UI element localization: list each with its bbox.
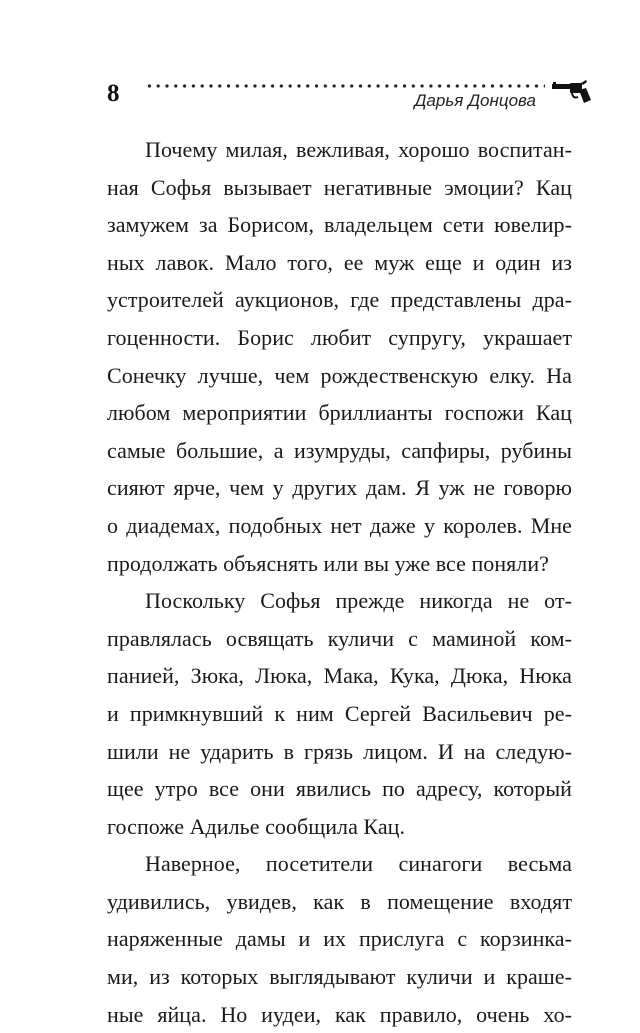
text-line: самые большие, а изумруды, сапфиры, рубины [107,437,572,463]
text-line: Сонечку лучше, чем рождественскую елку. На [107,362,572,388]
text-line: устроителей аукционов, где представлены дра- [107,287,572,313]
body-text [107,131,572,1033]
text-line: ные яйца. Но иудеи, как правило, очень хо- [107,1001,572,1027]
text-line: Поскольку Софья прежде никогда не от- [145,588,572,614]
text-line: любом мероприятии бриллианты госпожи Кац [107,400,572,426]
page-number: 8 [107,80,120,107]
text-line: Наверное, посетители синагоги весьма [145,851,572,877]
revolver-icon [552,80,592,104]
dotted-leader [145,82,545,90]
text-line: наряженные дамы и их прислуга с корзинка- [107,926,572,952]
text-line: сияют ярче, чем у других дам. Я уж не говорю [107,475,572,501]
running-header [107,78,592,118]
text-line: шили не ударить в грязь лицом. И на следую- [107,738,572,764]
text-line: правлялась освящать куличи с маминой ком- [107,625,572,651]
text-line: панией, Зюка, Люка, Мака, Кука, Дюка, Нюка [107,663,572,689]
text-line: Почему милая, вежливая, хорошо воспитан- [145,137,572,162]
text-line: о диадемах, подобных нет даже у королев. Мне [107,512,572,538]
text-line: щее утро все они явились по адресу, который [107,776,572,802]
text-line: замужем за Борисом, владельцем сети ювелир- [107,212,572,238]
text-line: госпоже Адилье сообщила Кац. [107,813,406,839]
text-line: удивились, увидев, как в помещение входят [107,888,572,914]
text-line: гоценности. Борис любит супругу, украшает [107,324,572,350]
text-line: ных лавок. Мало того, ее муж еще и один из [107,249,572,275]
text-line: ная Софья вызывает негативные эмоции? Кац [107,174,572,200]
text-line: продолжать объяснять или вы уже все поняли? [107,550,549,576]
author-name: Дарья Донцова [414,91,536,110]
text-line: ми, из которых выглядывают куличи и краше- [107,964,572,990]
text-line: и примкнувший к ним Сергей Васильевич ре- [107,700,572,726]
